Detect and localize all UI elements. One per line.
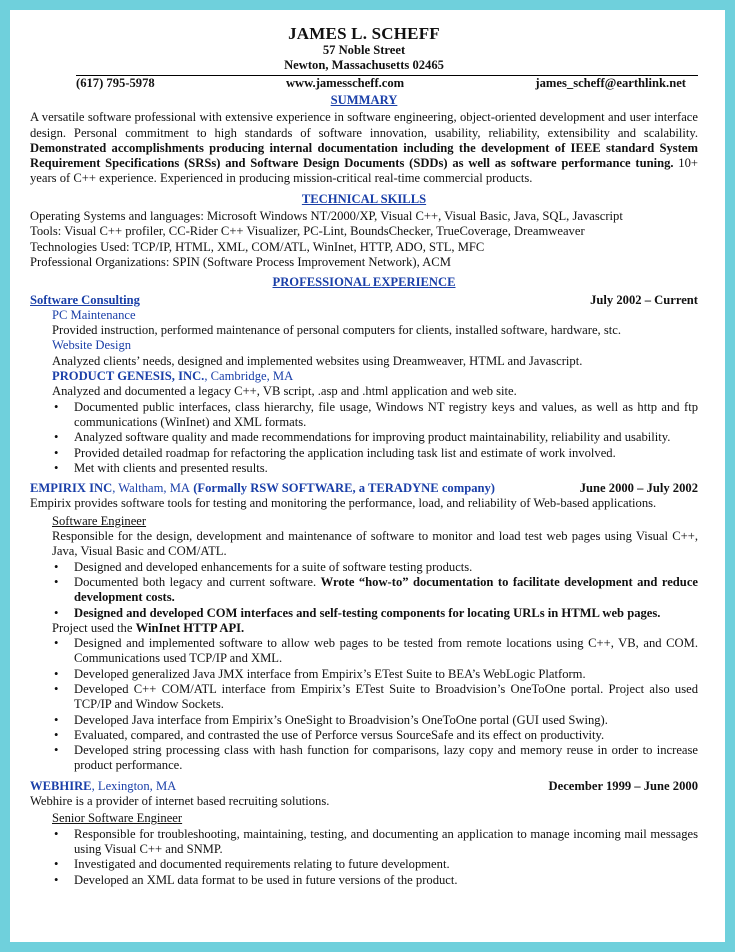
webhire-role: Senior Software Engineer xyxy=(52,811,183,826)
experience-heading: PROFESSIONAL EXPERIENCE xyxy=(272,275,456,290)
list-item: • Investigated and documented requirements relating to future development. xyxy=(30,857,698,872)
empirix-bullets xyxy=(30,560,698,621)
webhire-bullets xyxy=(30,827,698,888)
bullet-bold: Wrote “how-to” documentation to facilitate development and reduce development costs. xyxy=(74,574,698,605)
dates-consulting: July 2002 – Current xyxy=(590,292,698,307)
list-item: • Developed C++ COM/ATL interface from Empirix’s ETest Suite to Broadvision’s OneToOne portal. Project also used TCP/IP and Window Sockets. xyxy=(30,682,698,713)
wininet-bold: WinInet HTTP API. xyxy=(135,620,245,635)
webhire-description: Webhire is a provider of internet based recruiting solutions. xyxy=(30,794,330,809)
company-empirix: EMPIRIX INC xyxy=(30,481,113,496)
website-link[interactable]: www.jamesscheff.com xyxy=(285,76,405,90)
resume-document xyxy=(30,24,698,888)
summary-intro: A versatile software professional with extensive experience in software engineering, object-oriented development and user interface design. Personal commitment to high standards of software innovation, usability, reliability, extensibility and scalability. xyxy=(30,110,698,140)
phone-number: (617) 795-5978 xyxy=(76,76,155,90)
empirix-role-text: Responsible for the design, development and maintenance of software to monitor and load test web pages using Visual C++, Java, Visual Basic and COM/ATL. xyxy=(52,529,698,559)
skill-line-os: Operating Systems and languages: Microsoft Windows NT/2000/XP, Visual C++, Visual Basic, Java, SQL, Javascript xyxy=(30,209,623,224)
company-consulting: Software Consulting xyxy=(30,292,140,307)
list-item: • Developed an XML data format to be used in future versions of the product. xyxy=(30,873,698,888)
empirix-formerly: (Formally RSW SOFTWARE, a TERADYNE company) xyxy=(193,481,495,496)
job-header-empirix xyxy=(30,481,698,496)
summary-text xyxy=(30,110,698,186)
list-item: • Developed Java interface from Empirix’s OneSight to Broadvision’s OneToOne portal (GUI used Swing). xyxy=(30,713,698,728)
bullet-bold: Designed and developed COM interfaces and self-testing components for locating URLs in HTML web pages. xyxy=(74,605,661,620)
product-genesis-company: PRODUCT GENESIS, INC. xyxy=(52,369,205,384)
list-item: • Met with clients and presented results. xyxy=(30,461,698,476)
list-item: • Provided detailed roadmap for refactoring the application including task list and estimate of work involved. xyxy=(30,446,698,461)
dates-webhire: December 1999 – June 2000 xyxy=(548,778,698,793)
list-item: • Documented public interfaces, class hierarchy, file usage, Windows NT registry keys and values, as well as http and ftp communications (WinInet) and XML formats. xyxy=(30,400,698,431)
list-item xyxy=(30,575,698,606)
website-design-title: Website Design xyxy=(52,338,132,353)
summary-accomplishments: Demonstrated accomplishments producing internal documentation including the development of IEEE standard System Requirement Specifications (SRSs) and Software Design Documents (SDDs) as well as software performance tuning. xyxy=(30,140,698,171)
list-item: • Responsible for troubleshooting, maintaining, testing, and documenting an application to manage incoming mail messages using Visual C++ and SNMP. xyxy=(30,827,698,858)
summary-experience: 10+ years of C++ experience. Experienced in producing mission-critical real-time commercial products. xyxy=(30,156,698,186)
pc-maintenance-text: Provided instruction, performed maintenance of personal computers for clients, installed software, hardware, stc. xyxy=(52,323,621,338)
empirix-role: Software Engineer xyxy=(52,513,147,528)
dates-empirix: June 2000 – July 2002 xyxy=(579,481,698,496)
website-design-text: Analyzed clients’ needs, designed and implemented websites using Dreamweaver, HTML and Javascript. xyxy=(52,353,583,368)
bullet-plain: Documented both legacy and current software. xyxy=(74,574,321,589)
list-item: • Designed and developed enhancements for a suite of software testing products. xyxy=(30,560,698,575)
product-genesis-bullets xyxy=(30,400,698,476)
empirix-wininet-line xyxy=(30,621,698,636)
contact-row xyxy=(76,76,686,91)
list-item: • Designed and implemented software to allow web pages to be tested from remote locations using C++, VB, and COM. Communications used TCP/IP and XML. xyxy=(30,636,698,667)
company-webhire: WEBHIRE xyxy=(30,778,92,793)
webhire-title xyxy=(30,779,176,794)
summary-heading: SUMMARY xyxy=(330,93,398,107)
empirix-description: Empirix provides software tools for testing and monitoring the performance, load, and reliability of Web-based applications. xyxy=(30,496,657,511)
product-genesis-text: Analyzed and documented a legacy C++, VB script, .asp and .html application and web site. xyxy=(52,384,517,399)
street-address: 57 Noble Street xyxy=(322,43,406,57)
skill-line-technologies: Technologies Used: TCP/IP, HTML, XML, COM/ATL, WinInet, HTTP, ADO, STL, MFC xyxy=(30,239,485,254)
empirix-title xyxy=(30,481,495,496)
list-item: • Evaluated, compared, and contrasted the use of Perforce versus SourceSafe and its effect on productivity. xyxy=(30,728,698,743)
product-genesis-location: , Cambridge, MA xyxy=(204,369,294,384)
location-empirix: , Waltham, MA xyxy=(112,481,191,496)
list-item: • Developed generalized Java JMX interface from Empirix’s ETest Suite to BEA’s WebLogic Platform. xyxy=(30,667,698,682)
email-link[interactable]: james_scheff@earthlink.net xyxy=(535,76,686,90)
candidate-name: JAMES L. SCHEFF xyxy=(288,24,440,43)
job-header-consulting xyxy=(30,293,698,308)
list-item: • Analyzed software quality and made recommendations for improving product maintainability, reliability and usability. xyxy=(30,430,698,445)
skills-heading: TECHNICAL SKILLS xyxy=(301,191,427,206)
skill-line-organizations: Professional Organizations: SPIN (Software Process Improvement Network), ACM xyxy=(30,254,451,269)
product-genesis-header xyxy=(30,369,698,384)
list-item: • Developed string processing class with hash function for comparisons, lazy copy and memory reuse in order to increase product performance. xyxy=(30,743,698,774)
empirix-bullets-continued xyxy=(30,636,698,774)
skill-line-tools: Tools: Visual C++ profiler, CC-Rider C++ Visualizer, PC-Lint, BoundsChecker, TrueCoverage, Dreamweaver xyxy=(30,224,585,239)
job-header-webhire xyxy=(30,779,698,794)
location-webhire: , Lexington, MA xyxy=(91,778,177,793)
city-address: Newton, Massachusetts 02465 xyxy=(284,58,444,72)
list-item xyxy=(30,606,698,621)
wininet-prefix: Project used the xyxy=(52,620,136,635)
pc-maintenance-title: PC Maintenance xyxy=(52,307,136,322)
